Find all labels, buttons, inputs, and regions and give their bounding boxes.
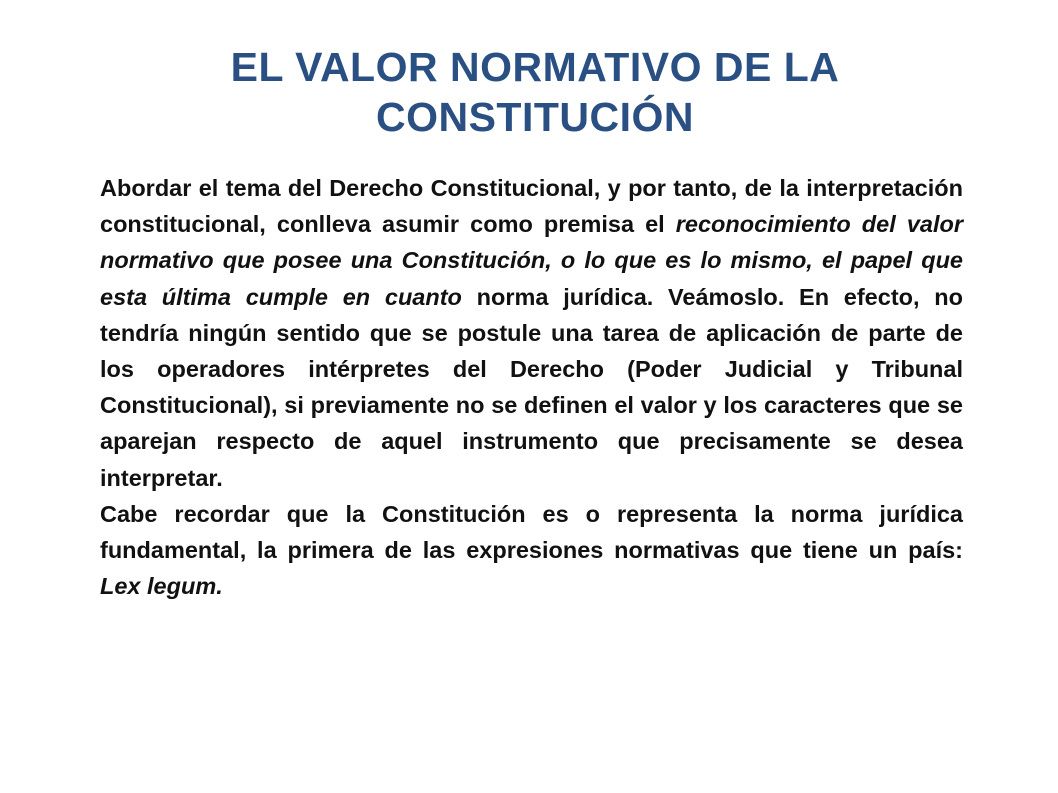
paragraph-1 [100,170,963,496]
paragraph-2-italic: Lex legum. [100,573,223,600]
slide-title: EL VALOR NORMATIVO DE LA CONSTITUCIÓN [230,44,840,140]
slide-body [100,170,963,604]
paragraph-1-italic: reconocimiento del valor normativo que posee una Constitución, o lo que es lo mismo, el papel que esta última cumple en cuanto [100,211,964,310]
paragraph-1-text-a: Abordar el tema del Derecho Constitucional, y por tanto, de la interpretación constitucional, conlleva asumir como premisa el [100,175,963,238]
paragraph-2 [100,496,963,605]
paragraph-1-text-b: norma jurídica. Veámoslo. En efecto, no tendría ningún sentido que se postule una tarea de aplicación de parte de los operadores intérpretes del Derecho (Poder Judicial y Tribunal Constitucional), si previamente no se definen el valor y los caracteres que se aparejan respecto de aquel instrumento que precisamente se desea interpretar. [100,283,963,491]
paragraph-2-text-a: Cabe recordar que la Constitución es o representa la norma jurídica fundamental, la primera de las expresiones normativas que tiene un país: [100,500,963,564]
